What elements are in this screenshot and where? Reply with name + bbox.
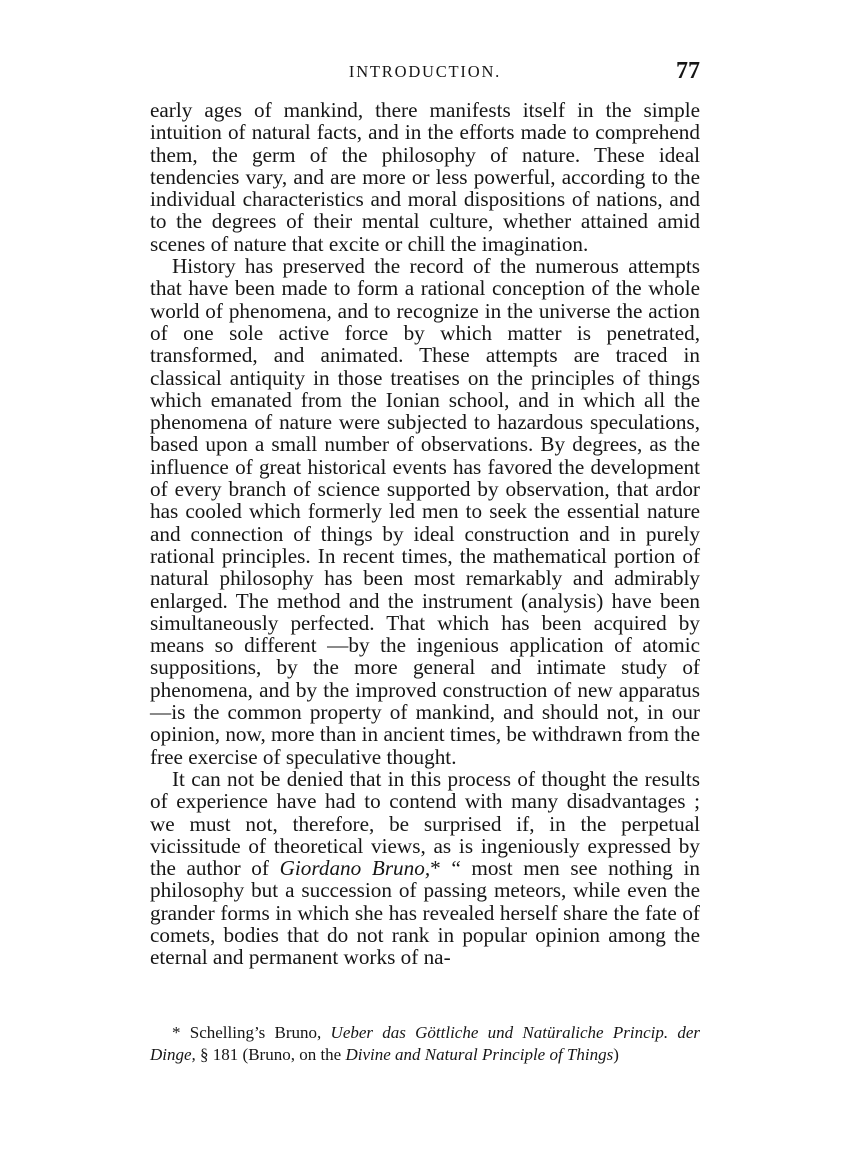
running-head	[150, 58, 700, 86]
body-text	[150, 99, 700, 969]
footnote-lead: * Schelling’s Bruno,	[172, 1023, 331, 1042]
running-title: INTRODUCTION.	[348, 62, 502, 81]
footnote-italic-title: Ueber das Göttliche und Natüraliche Princip. der Dinge,	[150, 1023, 700, 1064]
page-number: 77	[676, 58, 700, 84]
paragraph-3-italic-title: Giordano Bruno,	[279, 856, 431, 881]
paragraph-3	[150, 768, 700, 969]
footnote-middle: § 181 (Bruno, on the	[195, 1044, 346, 1064]
paragraph-3-text-after: * “ most men see nothing in philosophy but a succession of passing meteors, while even the grander forms in which she has revealed herself share the fate of comets, bodies that do not rank in popular opinion among the eternal and permanent works of na-	[150, 856, 700, 970]
footnote	[150, 1022, 700, 1065]
paragraph-3-text-before: It can not be denied that in this process of thought the results of experience have had to contend with many disadvantages ; we must not, therefore, be surprised if, in the perpetual vicissitude of theoretical views, as is ingeniously expressed by the author of	[150, 766, 700, 881]
paragraph-2: History has preserved the record of the numerous attempts that have been made to form a rational conception of the whole world of phenomena, and to recognize in the universe the action of one sole active force by which matter is penetrated, transformed, and animated. These attempts are traced in classical antiquity in those treatises on the principles of things which emanated from the Ionian school, and in which all the phenomena of nature were subjected to hazardous speculations, based upon a small number of observations. By degrees, as the influence of great historical events has favored the development of every branch of science supported by observation, that ardor has cooled which formerly led men to seek the essential nature and connection of things by ideal construction and in purely rational principles. In recent times, the mathematical portion of natural philosophy has been most remarkably and admirably enlarged. The method and the instrument (analysis) have been simultaneously perfected. That which has been acquired by means so different —by the ingenious application of atomic suppositions, by the more general and intimate study of phenomena, and by the improved construction of new apparatus—is the common property of mankind, and should not, in our opinion, now, more than in ancient times, be withdrawn from the free exercise of speculative thought.	[150, 254, 700, 769]
footnote-close: )	[613, 1044, 619, 1064]
paragraph-1: early ages of mankind, there manifests itself in the simple intuition of natural facts, and in the efforts made to comprehend them, the germ of the philosophy of nature. These ideal tendencies vary, and are more or less powerful, according to the individual characteristics and moral dispositions of nations, and to the degrees of their mental culture, whether attained amid scenes of nature that excite or chill the imagination.	[150, 98, 700, 256]
footnote-italic-translation: Divine and Natural Principle of Things	[345, 1044, 614, 1064]
